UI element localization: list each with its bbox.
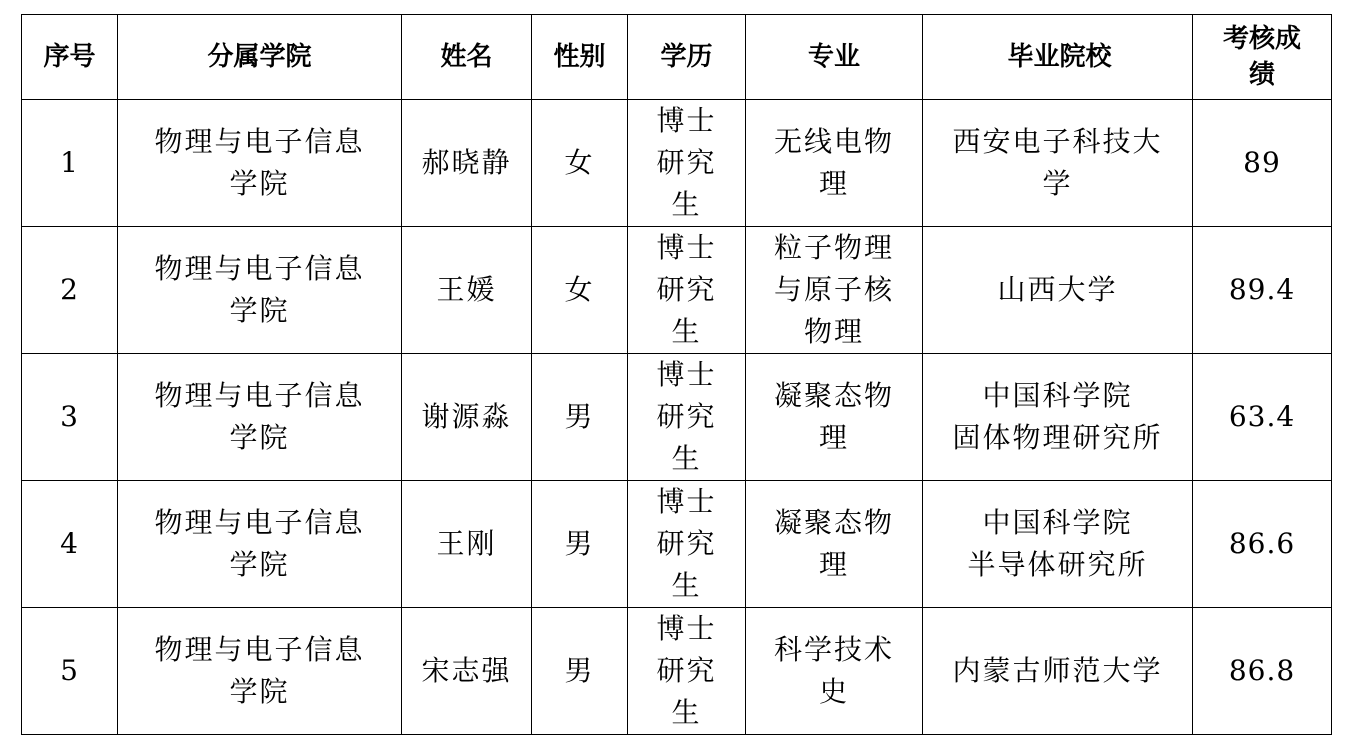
degree-cell: 博士 研究 生	[628, 100, 746, 227]
table-row	[22, 100, 1332, 227]
name-cell: 谢源淼	[402, 354, 532, 481]
table-row	[22, 608, 1332, 735]
degree-cell: 博士 研究 生	[628, 227, 746, 354]
major-cell: 无线电物 理	[746, 100, 923, 227]
row-index: 5	[22, 608, 118, 735]
school-cell: 西安电子科技大 学	[923, 100, 1193, 227]
score-cell: 63.4	[1193, 354, 1332, 481]
degree-cell: 博士 研究 生	[628, 608, 746, 735]
row-index: 2	[22, 227, 118, 354]
school-cell: 内蒙古师范大学	[923, 608, 1193, 735]
score-cell: 86.6	[1193, 481, 1332, 608]
gender-cell: 男	[532, 608, 628, 735]
major-cell: 粒子物理 与原子核 物理	[746, 227, 923, 354]
degree-cell: 博士 研究 生	[628, 354, 746, 481]
header-name: 姓名	[402, 15, 532, 100]
score-cell: 89.4	[1193, 227, 1332, 354]
header-score: 考核成 绩	[1193, 15, 1332, 100]
header-gender: 性别	[532, 15, 628, 100]
college-cell: 物理与电子信息 学院	[118, 227, 402, 354]
score-cell: 86.8	[1193, 608, 1332, 735]
school-cell: 中国科学院 固体物理研究所	[923, 354, 1193, 481]
header-major: 专业	[746, 15, 923, 100]
major-cell: 凝聚态物 理	[746, 481, 923, 608]
row-index: 4	[22, 481, 118, 608]
school-cell: 中国科学院 半导体研究所	[923, 481, 1193, 608]
name-cell: 王媛	[402, 227, 532, 354]
table-row	[22, 481, 1332, 608]
name-cell: 王刚	[402, 481, 532, 608]
major-cell: 科学技术 史	[746, 608, 923, 735]
score-cell: 89	[1193, 100, 1332, 227]
header-row	[22, 15, 1332, 100]
results-table	[21, 14, 1332, 735]
row-index: 3	[22, 354, 118, 481]
table-row	[22, 354, 1332, 481]
header-index: 序号	[22, 15, 118, 100]
school-cell: 山西大学	[923, 227, 1193, 354]
gender-cell: 男	[532, 481, 628, 608]
row-index: 1	[22, 100, 118, 227]
major-cell: 凝聚态物 理	[746, 354, 923, 481]
header-college: 分属学院	[118, 15, 402, 100]
gender-cell: 女	[532, 100, 628, 227]
college-cell: 物理与电子信息 学院	[118, 100, 402, 227]
header-degree: 学历	[628, 15, 746, 100]
college-cell: 物理与电子信息 学院	[118, 481, 402, 608]
name-cell: 郝晓静	[402, 100, 532, 227]
name-cell: 宋志强	[402, 608, 532, 735]
college-cell: 物理与电子信息 学院	[118, 354, 402, 481]
table-row	[22, 227, 1332, 354]
degree-cell: 博士 研究 生	[628, 481, 746, 608]
header-school: 毕业院校	[923, 15, 1193, 100]
college-cell: 物理与电子信息 学院	[118, 608, 402, 735]
gender-cell: 女	[532, 227, 628, 354]
gender-cell: 男	[532, 354, 628, 481]
